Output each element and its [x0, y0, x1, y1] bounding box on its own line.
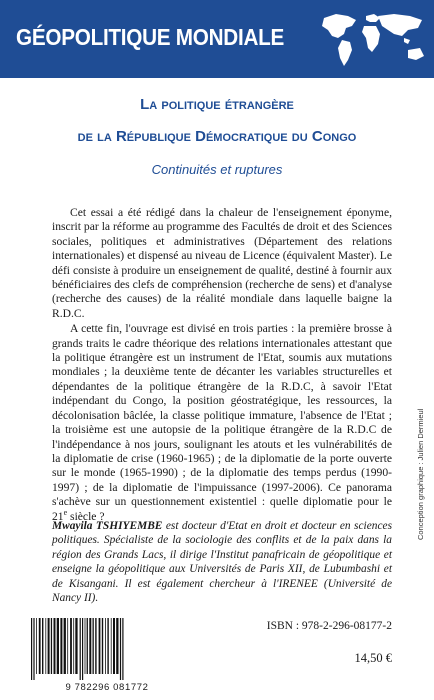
author-bio-text: est docteur d'Etat en droit et docteur en sciences politiques. Spécialiste de la sociologie des conflits et de la paix dans la région des Grands Lacs, il dirige l'Institut panafricain de géopolitique et enseigne la géopolitique aux Universités de Paris XII, de Lubumbashi et de Kisangani. Il est également chercheur à l'IRENEE (Université de Nancy II). [52, 520, 392, 605]
barcode-bar [113, 618, 115, 674]
barcode-bar [85, 618, 86, 674]
barcode-bar [87, 618, 88, 674]
blurb-paragraph-2-text: A cette fin, l'ouvrage est divisé en trois parties : la première brosse à grands traits le cadre théorique des relations internationales attestant que la politique étrangère est un instrument de l'Etat, soumis aux mutations mondiales ; la deuxième tente de décanter les variables structurelles et dépendantes de la politique étrangère de la R.D.C, à savoir l'Etat indépendant du Congo, la position géostratégique, les ressources, la décolonisation bâclée, la classe politique immature, l'absence de l'Etat ; la troisième est une autopsie de la politique étrangère de la R.D.C de l'indépendance à nos jours, soulignant les atouts et les vulnérabilités de la diplomatie de crise (1960-1965) ; de la diplomatie de la porte ouverte sur le monde (1965-1990) ; de la diplomatie des temps perdus (1990-1997) ; de la diplomatie de l'impuissance (1997-2006). Ce panorama s'achève sur un questionnement existentiel : quelle diplomatie pour le 21 [52, 322, 392, 523]
author-bio [52, 519, 392, 605]
barcode-bar [51, 618, 52, 674]
barcode-bar [57, 618, 59, 674]
barcode-bar [42, 618, 43, 674]
price: 14,50 € [354, 651, 392, 665]
barcode-bar [80, 618, 81, 680]
barcode-bar [116, 618, 118, 674]
blurb-paragraph-2-end: siècle ? [67, 509, 105, 523]
barcode-bar [60, 618, 62, 674]
barcode-bar [64, 618, 66, 674]
series-banner [0, 0, 434, 78]
barcode-bar [36, 618, 37, 674]
barcode-bar [75, 618, 77, 674]
barcode-bar [33, 618, 34, 680]
isbn: ISBN : 978-2-296-08177-2 [266, 620, 392, 632]
barcode-bar [31, 618, 32, 680]
barcode-bar [95, 618, 96, 674]
design-credit: Conception graphique : Julien Dermieul [416, 408, 425, 540]
barcode-bar [111, 618, 112, 674]
barcode-bar [105, 618, 106, 674]
century-superscript: e [63, 507, 68, 517]
barcode-bar [99, 618, 101, 674]
author-name: Mwayila TSHIYEMBE [52, 520, 163, 532]
barcode-bar [107, 618, 108, 674]
barcode-bar [122, 618, 123, 680]
barcode-bar [48, 618, 50, 674]
blurb-paragraph-2 [52, 322, 392, 524]
barcode-bar [54, 618, 56, 674]
barcode [27, 618, 187, 680]
blurb [52, 206, 392, 525]
barcode-bar [82, 618, 83, 680]
book-title-line1: La politique étrangère [140, 96, 294, 113]
series-name: GÉOPOLITIQUE MONDIALE [16, 24, 285, 50]
barcode-bar [70, 618, 72, 674]
barcode-bar [93, 618, 94, 674]
barcode-bar [45, 618, 46, 674]
book-title-line2: de la République Démocratique du Congo [77, 128, 357, 145]
book-subtitle: Continuités et ruptures [151, 162, 283, 177]
world-map-icon [318, 8, 430, 70]
barcode-bar [102, 618, 103, 674]
barcode-bar [67, 618, 68, 674]
barcode-bar [89, 618, 91, 674]
barcode-bar [120, 618, 121, 680]
barcode-bar [73, 618, 74, 674]
blurb-paragraph-1: Cet essai a été rédigé dans la chaleur de l'enseignement éponyme, inscrit par la réforme au programme des Facultés de droit et des Sciences sociales, politiques et administratives (Département des relations internationales) et dispensé au niveau de Licence (équivalent Master). Le défi consiste à produire un enseignement de qualité, destiné à fournir aux bénéficiaires des clefs de compréhension (recherche de sens) et d'analyse (recherche des causes) de la réalité mondiale dans laquelle baigne la R.D.C. [52, 206, 392, 320]
barcode-digits: 9 782296 081772 [65, 682, 149, 693]
barcode-bar [39, 618, 41, 674]
